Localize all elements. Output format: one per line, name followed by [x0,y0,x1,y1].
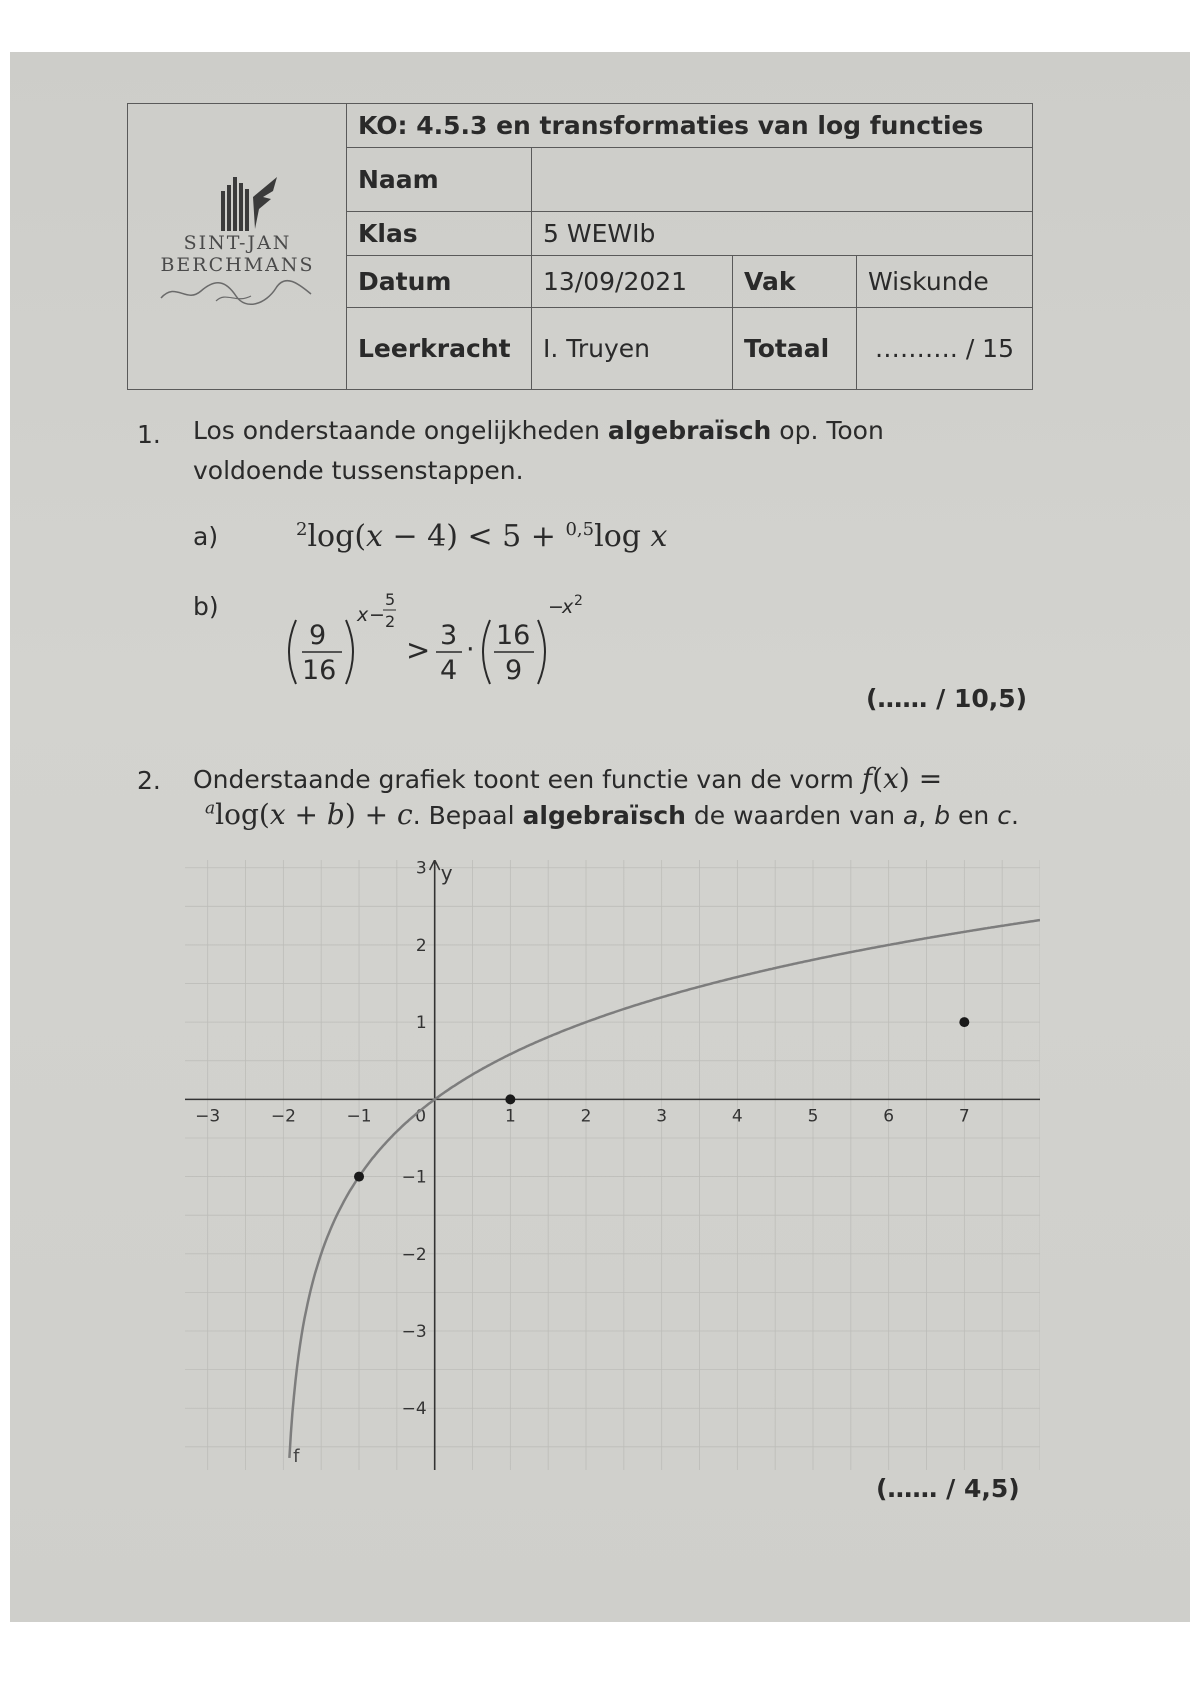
x-tick-label: 7 [958,1106,970,1127]
series-label: f [293,1446,300,1467]
q2-text-bepaal: . Bepaal [412,801,523,830]
q1a-inequality: $^2$log(x − 4) < 5 + $^{0,5}$log x [296,519,668,554]
svg-text:−: − [548,596,564,618]
x-tick-label: 1 [504,1106,516,1127]
data-point [959,1017,969,1027]
q2-text-and: en [950,801,998,830]
q2-var-b: b [934,801,951,830]
school-name-line2: BERCHMANS [160,254,315,276]
datum-value: 13/09/2021 [532,256,733,308]
totaal-value: ………. / 15 [874,334,1014,363]
svg-text:16: 16 [496,620,531,651]
q2-function-lhs: f(x) = [861,762,943,795]
x-tick-label: −3 [195,1106,221,1127]
x-tick-label: 6 [883,1106,895,1127]
totaal-label: Totaal [733,308,857,389]
q2-var-a: a [903,801,919,830]
data-point [505,1094,515,1104]
q1-text-part: Los onderstaande ongelijkheden [193,416,608,445]
x-tick-label: −2 [270,1106,296,1127]
q2-text-line2: $^a$log(x + b) + c. Bepaal algebraïsch de waarden van a, b en c. [205,798,1019,831]
svg-text:3: 3 [440,620,458,651]
vak-value: Wiskunde [857,256,1032,308]
svg-text:9: 9 [309,620,327,651]
q2-function-rhs: $^a$log(x + b) + c [205,798,413,831]
svg-text:−: − [369,604,385,626]
test-title: KO: 4.5.3 en transformaties van log functies [347,104,1032,148]
data-point [354,1172,364,1182]
q1-text-line1 [193,416,884,445]
q1-bold-word: algebraïsch [607,416,772,445]
svg-text:9: 9 [505,655,523,686]
q1a-label: a) [193,522,219,551]
datum-label: Datum [347,256,532,308]
klas-label: Klas [347,212,532,256]
function-curve [289,920,1040,1458]
y-tick-label: 3 [415,860,427,879]
vak-label: Vak [733,256,857,308]
q2-bold-word: algebraïsch [522,801,686,830]
school-name-line1: SINT-JAN [183,232,292,254]
svg-text:2: 2 [385,612,396,631]
x-tick-label: 3 [656,1106,668,1127]
naam-label: Naam [347,148,532,212]
q1-number: 1. [137,420,161,449]
y-tick-label: 2 [415,935,427,956]
school-logo [128,104,347,389]
leerkracht-label: Leerkracht [347,308,532,389]
svg-text:2: 2 [574,593,583,609]
svg-text:16: 16 [302,655,337,686]
q2-score: (…… / 4,5) [876,1474,1020,1503]
klas-value: 5 WEWIb [532,212,1032,256]
svg-text:5: 5 [385,590,396,609]
x-tick-label: 0 [415,1106,427,1127]
y-tick-label: −4 [401,1399,427,1420]
svg-text:x: x [562,596,574,618]
y-tick-label: −1 [401,1167,427,1188]
q2-number: 2. [137,766,161,795]
q2-text-part: Onderstaande grafiek toont een functie van de vorm [193,765,862,794]
y-tick-label: −2 [401,1244,427,1265]
svg-text:4: 4 [440,655,458,686]
q1b-inequality [280,585,610,690]
x-tick-label: 2 [580,1106,592,1127]
log-function-graph [185,860,1040,1470]
naam-field[interactable] [532,148,1032,212]
svg-text:·: · [466,634,475,665]
school-building-icon [215,169,285,239]
x-tick-label: 5 [807,1106,819,1127]
q2-text-waarden: de waarden van [685,801,903,830]
leerkracht-value: I. Truyen [532,308,733,389]
q1-text-part-end: op. Toon [771,416,884,445]
q1b-label: b) [193,592,219,621]
svg-text:>: > [406,633,431,667]
y-tick-label: −3 [401,1322,427,1343]
x-tick-label: −1 [346,1106,372,1127]
q1-score: (…… / 10,5) [866,684,1028,713]
q2-var-c: c [997,801,1011,830]
q1-text-line2: voldoende tussenstappen. [193,456,524,485]
x-tick-label: 4 [731,1106,743,1127]
y-axis-label: y [440,861,453,885]
svg-text:x: x [357,604,369,626]
header-table [127,103,1033,390]
q2-text-end: . [1010,801,1019,830]
y-tick-label: 1 [415,1013,427,1034]
q2-text-line1 [193,762,942,795]
college-signature-icon [156,276,316,306]
